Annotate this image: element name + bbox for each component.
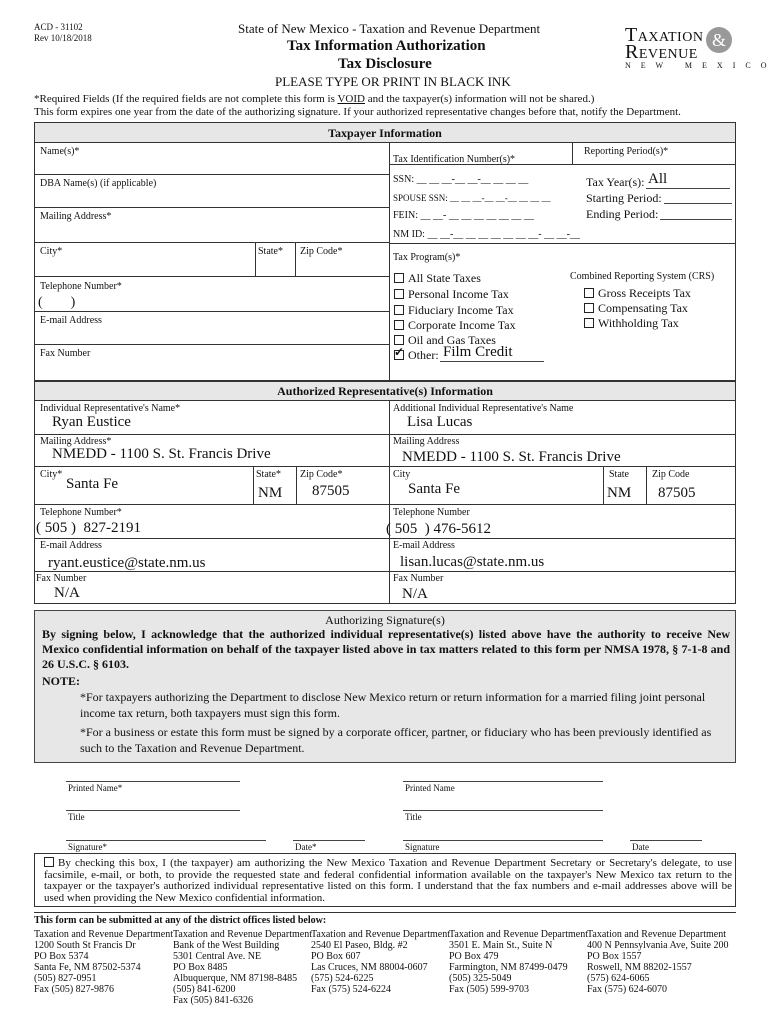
rep2-email[interactable]: lisan.lucas@state.nm.us [400, 554, 545, 570]
office-farmington: Taxation and Revenue Department 3501 E. Main St., Suite N PO Box 479 Farmington, NM 87499-0479 (505) 325-5049 Fax (505) 599-9703 [449, 929, 588, 995]
rep1-state[interactable]: NM [258, 485, 283, 501]
program-other[interactable]: ✓ Other: [394, 345, 439, 362]
rep1-phone-label: Telephone Number* [40, 507, 122, 518]
rep2-fax[interactable]: N/A [402, 586, 428, 602]
consent-checkbox-icon[interactable] [44, 857, 54, 867]
rep2-email-label: E-mail Address [393, 540, 455, 551]
rep1-name-label: Individual Representative's Name* [40, 403, 181, 414]
expiry-note: This form expires one year from the date of the authorizing signature. If your authorized representative changes before that, notify the Department. [34, 106, 681, 118]
office-las-cruces: Taxation and Revenue Department 2540 El Paseo, Bldg. #2 PO Box 607 Las Cruces, NM 88004-0607 (575) 524-6225 Fax (575) 524-6224 [311, 929, 450, 995]
form-title: Tax Information Authorization [287, 38, 486, 54]
reporting-period-label: Reporting Period(s)* [584, 146, 669, 157]
form-subtitle: Tax Disclosure [338, 56, 432, 72]
checkbox-icon [394, 273, 404, 283]
crs-compensating-tax[interactable]: Compensating Tax [584, 301, 688, 316]
checkbox-icon [394, 335, 404, 345]
rep2-state[interactable]: NM [607, 485, 632, 501]
rep2-fax-label: Fax Number [393, 573, 444, 584]
tin-label: Tax Identification Number(s)* [393, 154, 516, 165]
rep2-state-label: State [609, 469, 629, 480]
printed-name-2-label: Printed Name [405, 783, 455, 793]
program-fiduciary-income-tax[interactable]: Fiduciary Income Tax [394, 303, 514, 318]
fein-field[interactable]: FEIN: __ __- __ __ __ __ __ __ __ [393, 210, 534, 221]
names-label: Name(s)* [40, 146, 80, 157]
rep2-phone-label: Telephone Number [393, 507, 470, 518]
program-oil-and-gas-taxes[interactable]: Oil and Gas Taxes [394, 333, 496, 348]
tax-programs-label: Tax Program(s)* [393, 252, 461, 263]
rep1-state-label: State* [256, 469, 281, 480]
other-program-value[interactable]: Film Credit [443, 344, 513, 360]
date-1-label: Date* [295, 842, 317, 852]
rep1-city-label: City* [40, 469, 63, 480]
rep2-phone[interactable]: ( 505 ) 476-5612 [386, 521, 491, 537]
office-roswell: Taxation and Revenue Department 400 N Pennsylvania Ave, Suite 200 PO Box 1557 Roswell, NM 88202-1557 (575) 624-6065 Fax (575) 624-6070 [587, 929, 729, 995]
rep1-zip-label: Zip Code* [300, 469, 343, 480]
office-albuquerque: Taxation and Revenue Department Bank of the West Building 5301 Central Ave. NE PO Box 8485 Albuquerque, NM 87198-8485 (505) 841-6200 Fax (505) 841-6326 [173, 929, 312, 1006]
form-id: ACD - 31102 [34, 22, 83, 32]
rep1-city[interactable]: Santa Fe [66, 476, 119, 492]
checked-checkbox-icon: ✓ [394, 345, 405, 359]
fax-label: Fax Number [40, 348, 91, 359]
telephone-label: Telephone Number* [40, 281, 122, 292]
zip-label: Zip Code* [300, 246, 343, 257]
mailing-address-label: Mailing Address* [40, 211, 112, 222]
required-note: *Required Fields (If the required fields are not complete this form is VOID and the taxpayer(s) information will not be shared.) [34, 93, 595, 105]
logo-line1: Taxation [625, 24, 704, 46]
telephone-area-code[interactable]: ( ) [38, 295, 76, 310]
authorizing-title: Authorizing Signature(s) [325, 613, 445, 627]
rep1-mailing-address[interactable]: NMEDD - 1100 S. St. Francis Drive [52, 446, 271, 462]
rep1-email[interactable]: ryant.eustice@state.nm.us [48, 555, 206, 571]
signature-1-label: Signature* [68, 842, 107, 852]
rep1-mailing-label: Mailing Address* [40, 436, 112, 447]
ending-period-label: Ending Period: [586, 207, 659, 221]
form-revision: Rev 10/18/2018 [34, 33, 92, 43]
dba-label: DBA Name(s) (if applicable) [40, 178, 157, 189]
rep2-zip[interactable]: 87505 [658, 485, 696, 501]
authorizing-statement: By signing below, I acknowledge that the authorized individual representative(s) listed above have the authority to receive New Mexico confidential information on behalf of the taxpayer listed above in tax matters related to this form per NMSA 1978, § 7-1-8 and 26 U.S.C. § 6103. [42, 627, 730, 671]
program-personal-income-tax[interactable]: Personal Income Tax [394, 287, 509, 302]
tax-years-value[interactable]: All [648, 171, 668, 187]
logo-line2: Revenue [625, 41, 698, 63]
logo-ampersand: & [706, 27, 732, 53]
printed-name-1-label: Printed Name* [68, 783, 123, 793]
rep1-fax-label: Fax Number [36, 573, 87, 584]
rep1-fax[interactable]: N/A [54, 585, 80, 601]
agency-name: State of New Mexico - Taxation and Revenue Department [238, 21, 541, 36]
representatives-section-title: Authorized Representative(s) Information [277, 384, 493, 398]
signature-2-label: Signature [405, 842, 440, 852]
title-1-label: Title [68, 812, 85, 822]
checkbox-icon [394, 289, 404, 299]
note-label: NOTE: [42, 674, 81, 688]
rep2-city-label: City [393, 469, 411, 480]
checkbox-icon [584, 303, 594, 313]
crs-withholding-tax[interactable]: Withholding Tax [584, 316, 679, 331]
spouse-ssn-field[interactable]: SPOUSE SSN: __ __ __-__ __-__ __ __ __ [393, 193, 551, 203]
program-corporate-income-tax[interactable]: Corporate Income Tax [394, 318, 516, 333]
city-label: City* [40, 246, 63, 257]
checkbox-icon [584, 288, 594, 298]
rep1-zip[interactable]: 87505 [312, 483, 350, 499]
rep2-mailing-address[interactable]: NMEDD - 1100 S. St. Francis Drive [402, 449, 621, 465]
email-label: E-mail Address [40, 315, 102, 326]
rep1-name[interactable]: Ryan Eustice [52, 414, 131, 430]
ssn-field[interactable]: SSN: __ __ __-__ __-__ __ __ __ [393, 174, 529, 185]
title-2-label: Title [405, 812, 422, 822]
rep2-name-label: Additional Individual Representative's Name [393, 403, 574, 414]
rep2-mailing-label: Mailing Address [393, 436, 460, 447]
checkbox-icon [584, 318, 594, 328]
program-all-state-taxes[interactable]: All State Taxes [394, 271, 481, 286]
starting-period-label: Starting Period: [586, 191, 662, 205]
taxpayer-section-title: Taxpayer Information [328, 126, 442, 140]
rep2-zip-label: Zip Code [652, 469, 690, 480]
ink-instruction: PLEASE TYPE OR PRINT IN BLACK INK [275, 74, 511, 89]
rep1-email-label: E-mail Address [40, 540, 102, 551]
consent-checkbox-statement[interactable]: By checking this box, I (the taxpayer) am authorizing the New Mexico Taxation and Revenue Department Secretary or Secretary's delegate, to use facsimile, e-mail, or both, to provide the requested state and federal confidential information available on the taxpayer's New Mexico tax return to the taxpayer or the taxpayer's authorized individual representative listed on this form. I understand that the fax numbers and e-mail addresses above will be used when providing the New Mexico confidential information. [44, 857, 732, 904]
state-label: State* [258, 246, 283, 257]
checkbox-icon [394, 305, 404, 315]
note-business-estate: *For a business or estate this form must be signed by a corporate officer, partner, or fiduciary who has been previously identified as such to the Taxation and Revenue Department. [80, 725, 712, 755]
rep2-name[interactable]: Lisa Lucas [407, 414, 473, 430]
rep2-city[interactable]: Santa Fe [408, 481, 461, 497]
rep1-phone[interactable]: ( 505 ) 827-2191 [36, 520, 141, 536]
checkbox-icon [394, 320, 404, 330]
taxpayer-section [34, 122, 736, 381]
note-joint-filing: *For taxpayers authorizing the Department to disclose New Mexico return or return information for a married filing joint personal income tax return, both taxpayers must sign this form. [80, 690, 706, 720]
crs-label: Combined Reporting System (CRS) [570, 271, 715, 282]
nm-id-field[interactable]: NM ID: __ __-__ __ __ __ __ __ __- __ __-__ [393, 229, 580, 240]
office-santa-fe: Taxation and Revenue Department 1200 South St Francis Dr PO Box 5374 Santa Fe, NM 87502-5374 (505) 827-0951 Fax (505) 827-9876 [34, 929, 173, 995]
tax-years-label: Tax Year(s): [586, 175, 645, 189]
crs-gross-receipts-tax[interactable]: Gross Receipts Tax [584, 286, 691, 301]
logo-subtitle: N E W M E X I C O [625, 61, 770, 70]
date-2-label: Date [632, 842, 649, 852]
offices-heading: This form can be submitted at any of the district offices listed below: [34, 915, 327, 926]
